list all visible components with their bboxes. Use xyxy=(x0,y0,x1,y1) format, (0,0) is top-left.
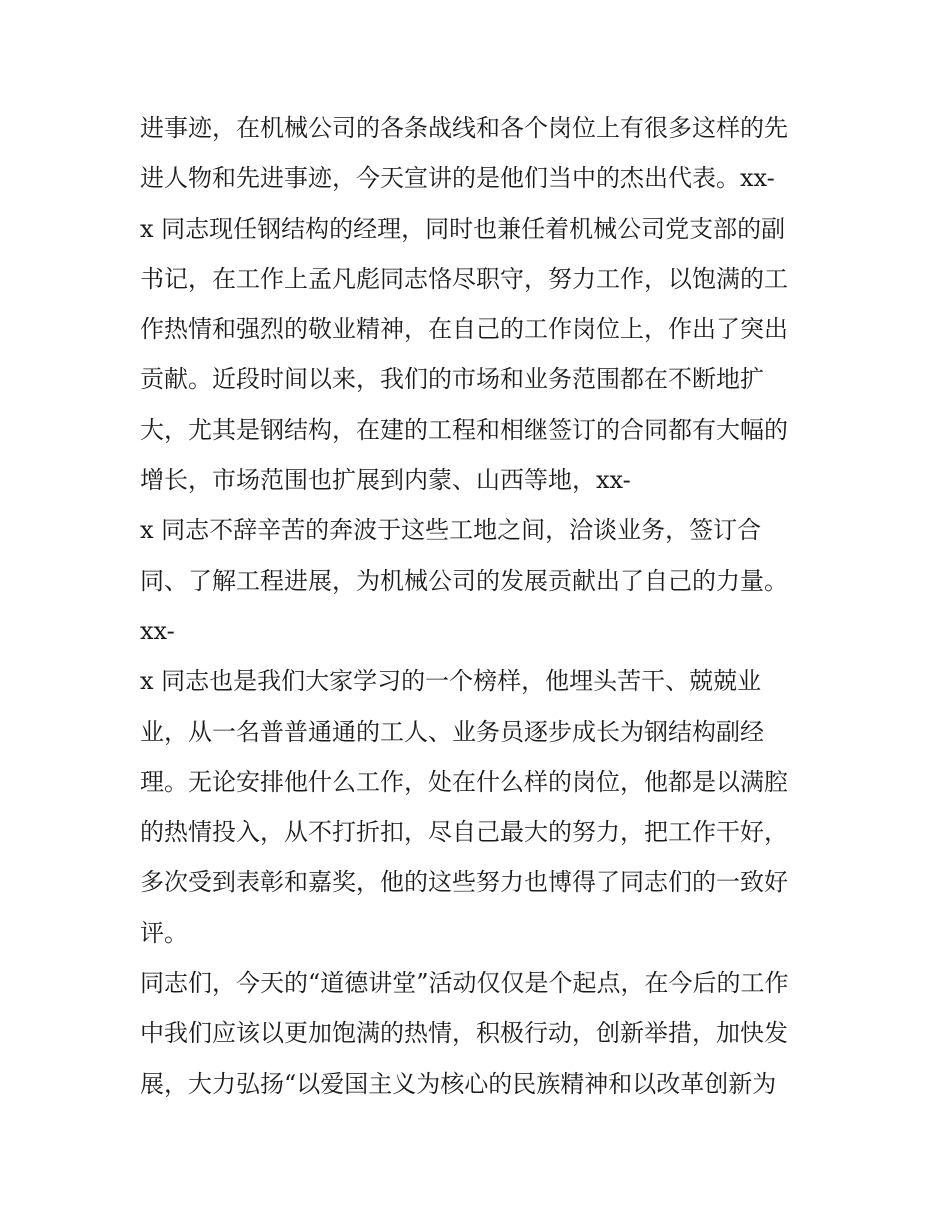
text-line: xx- xyxy=(140,616,175,645)
body-text xyxy=(140,103,830,1109)
text-line: 的热情投入，从不打折扣，尽自己最大的努力，把工作干好， xyxy=(140,818,788,847)
text-line: 大，尤其是钢结构，在建的工程和相继签订的合同都有大幅的 xyxy=(140,415,788,444)
text-line: 同志们，今天的“道德讲堂”活动仅仅是个起点，在今后的工作 xyxy=(140,969,789,998)
text-line: 多次受到表彰和嘉奖，他的这些努力也博得了同志们的一致好 xyxy=(140,868,788,897)
text-line: 评。 xyxy=(140,918,188,947)
text-line: 作热情和强烈的敬业精神，在自己的工作岗位上，作出了突出 xyxy=(140,315,788,344)
text-line: x 同志也是我们大家学习的一个榜样，他埋头苦干、兢兢业 xyxy=(140,667,762,696)
text-line: x 同志不辞辛苦的奔波于这些工地之间，洽谈业务，签订合 xyxy=(140,516,762,545)
text-line: 贡献。近段时间以来，我们的市场和业务范围都在不断地扩 xyxy=(140,365,764,394)
text-line: 理。无论安排他什么工作，处在什么样的岗位，他都是以满腔 xyxy=(140,767,788,796)
text-line: 增长，市场范围也扩展到内蒙、山西等地，xx- xyxy=(140,466,631,495)
text-line: 书记，在工作上孟凡彪同志恪尽职守，努力工作，以饱满的工 xyxy=(140,264,788,293)
text-line: 业，从一名普普通通的工人、业务员逐步成长为钢结构副经 xyxy=(140,717,764,746)
text-line: x 同志现任钢结构的经理，同时也兼任着机械公司党支部的副 xyxy=(140,214,786,243)
text-line: 展，大力弘扬“以爱国主义为核心的民族精神和以改革创新为 xyxy=(140,1069,777,1098)
text-line: 进人物和先进事迹，今天宣讲的是他们当中的杰出代表。xx- xyxy=(140,164,775,193)
text-line: 同、了解工程进展，为机械公司的发展贡献出了自己的力量。 xyxy=(140,566,788,595)
text-line: 进事迹，在机械公司的各条战线和各个岗位上有很多这样的先 xyxy=(140,114,788,142)
text-line: 中我们应该以更加饱满的热情，积极行动，创新举措，加快发 xyxy=(140,1019,788,1048)
